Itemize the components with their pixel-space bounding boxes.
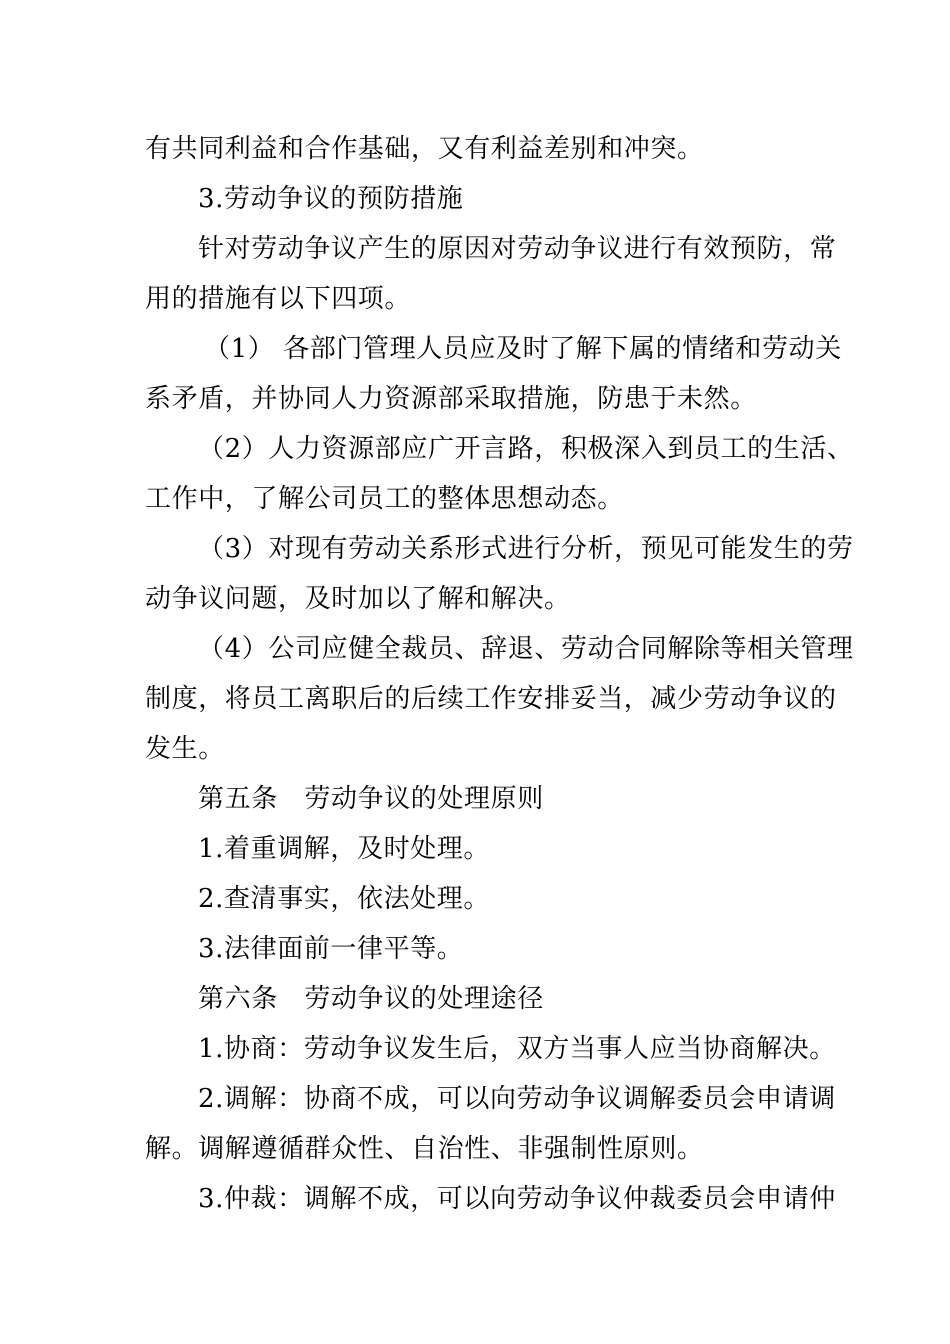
list-item: 3.法律面前一律平等。 — [198, 934, 464, 964]
list-item-2: （2）人力资源部应广开言路，积极深入到员工的生活、 — [198, 434, 854, 464]
article-heading: 第五条 劳动争议的处理原则 — [198, 784, 544, 814]
paragraph-line: 系矛盾，并协同人力资源部采取措施，防患于未然。 — [145, 384, 757, 414]
list-item: 2.调解：协商不成，可以向劳动争议调解委员会申请调 — [198, 1084, 836, 1114]
paragraph-line: 用的措施有以下四项。 — [145, 284, 412, 314]
article-heading: 第六条 劳动争议的处理途径 — [198, 984, 544, 1014]
paragraph-line: 动争议问题，及时加以了解和解决。 — [145, 584, 571, 614]
paragraph-line: 制度，将员工离职后的后续工作安排妥当，减少劳动争议的 — [145, 684, 837, 714]
paragraph-line: 工作中，了解公司员工的整体思想动态。 — [145, 484, 624, 514]
paragraph-line: 解。调解遵循群众性、自治性、非强制性原则。 — [145, 1134, 704, 1164]
section-heading: 3.劳动争议的预防措施 — [198, 184, 464, 214]
paragraph-line: 针对劳动争议产生的原因对劳动争议进行有效预防，常 — [198, 234, 837, 264]
list-item: 1.着重调解，及时处理。 — [198, 834, 491, 864]
list-item-1: （1） 各部门管理人员应及时了解下属的情绪和劳动关 — [204, 334, 842, 364]
list-item-4: （4）公司应健全裁员、辞退、劳动合同解除等相关管理 — [198, 634, 854, 664]
list-item: 3.仲裁：调解不成，可以向劳动争议仲裁委员会申请仲 — [198, 1184, 836, 1214]
paragraph-line: 有共同利益和合作基础，又有利益差别和冲突。 — [145, 134, 704, 164]
list-item: 2.查清事实，依法处理。 — [198, 884, 491, 914]
list-item-3: （3）对现有劳动关系形式进行分析，预见可能发生的劳 — [198, 534, 854, 564]
paragraph-line: 发生。 — [145, 734, 225, 764]
list-item: 1.协商：劳动争议发生后，双方当事人应当协商解决。 — [198, 1034, 836, 1064]
